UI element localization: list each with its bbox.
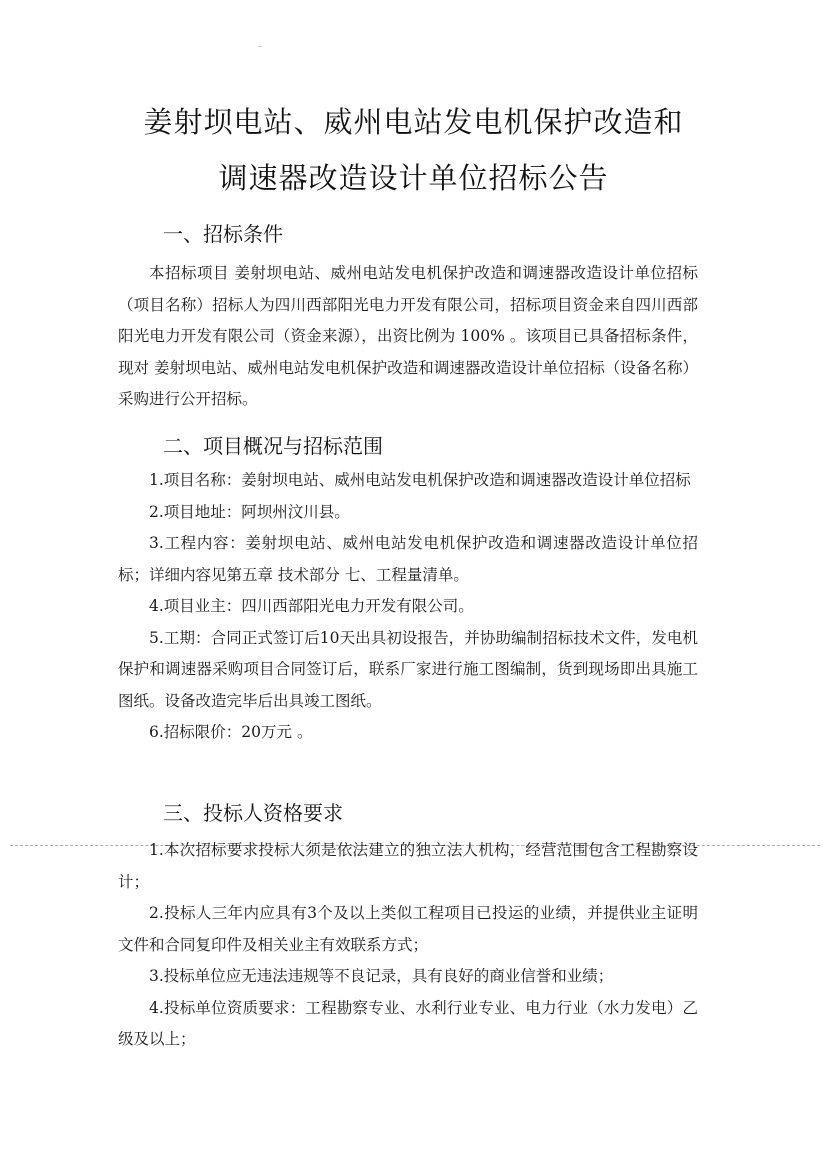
section-2-item-1: 1.项目名称：姜射坝电站、威州电站发电机保护改造和调速器改造设计单位招标 [149,471,691,489]
section-2-item-3: 3.工程内容：姜射坝电站、威州电站发电机保护改造和调速器改造设计单位招标；详细内容见第五章 技术部分 七、工程量清单。 [118,534,698,584]
section-3-list [118,835,698,1056]
section-1-heading: 一、招标条件 [163,222,283,246]
section-3-item-3: 3.投标单位应无违法违规等不良记录，具有良好的商业信誉和业绩； [149,967,614,985]
section-2-item-2: 2.项目地址：阿坝州汶川县。 [149,502,350,521]
section-2-list [118,465,698,749]
section-3-item-4: 4.投标单位资质要求：工程勘察专业、水利行业专业、电力行业（水力发电）乙级及以上； [118,998,698,1048]
section-2-heading: 二、项目概况与招标范围 [163,434,383,458]
document-title-line-2: 调速器改造设计单位招标公告 [218,161,609,195]
section-2-item-4: 4.项目业主：四川西部阳光电力开发有限公司。 [149,597,474,615]
scan-speck [258,46,262,47]
section-2-item-6: 6.招标限价：20万元 。 [149,723,313,741]
section-2-item-5: 5.工期：合同正式签订后10天出具初设报告，并协助编制招标技术文件，发电机保护和调速器采购项目合同签订后，联系厂家进行施工图编制，货到现场即出具施工图纸。设备改造完毕后出具竣工图纸。 [118,628,698,710]
section-1-paragraph [118,258,698,416]
section-3-item-2: 2.投标人三年内应具有3个及以上类似工程项目已投运的业绩，并提供业主证明文件和合同复印件及相关业主有效联系方式； [118,904,698,954]
section-3-item-1: 1.本次招标要求投标人须是依法建立的独立法人机构，经营范围包含工程勘察设计； [118,841,698,891]
section-1-text: 本招标项目 姜射坝电站、威州电站发电机保护改造和调速器改造设计单位招标（项目名称）招标人为四川西部阳光电力开发有限公司，招标项目资金来自四川西部阳光电力开发有限公司（资金来源），出资比例为 100% 。该项目已具备招标条件，现对 姜射坝电站、威州电站发电机保护改造和调速器改造设计单位招标（设备名称）采购进行公开招标。 [118,264,698,408]
document-title-line-1: 姜射坝电站、威州电站发电机保护改造和 [143,105,684,139]
section-3-heading: 三、投标人资格要求 [163,801,343,825]
